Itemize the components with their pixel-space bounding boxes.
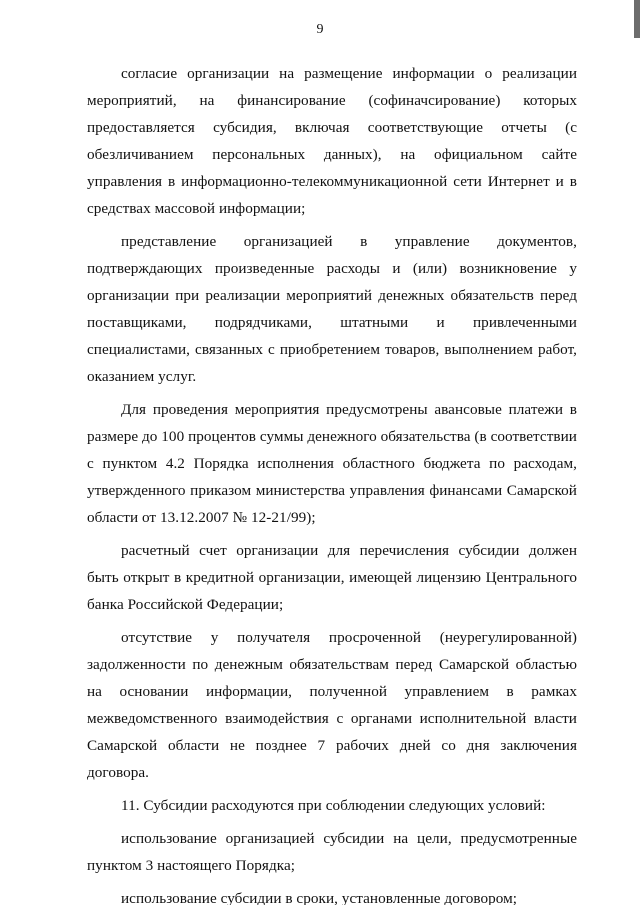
paragraph-bank-account: расчетный счет организации для перечисления субсидии должен быть открыт в кредитной организации, имеющей лицензию Центрального банка Российской Федерации; xyxy=(87,542,577,613)
paragraph-term-use: использование субсидии в сроки, установленные договором; xyxy=(121,890,518,905)
document-body xyxy=(87,60,577,905)
paragraph-expense-documents: представление организацией в управление документов, подтверждающих произведенные расходы и (или) возникновение у организации при реализации мероприятий денежных обязательств перед поставщиками, подрядчиками, штатными и привлеченными специалистами, связанных с приобретением товаров, выполнением работ, оказанием услуг. xyxy=(87,233,577,385)
paragraph-purpose-use: использование организацией субсидии на цели, предусмотренные пунктом 3 настоящего Порядка; xyxy=(87,830,577,874)
paragraph-consent-publication: согласие организации на размещение информации о реализации мероприятий, на финансирование (софиначсирование) которых предоставляется субсидия, включая соответствующие отчеты (с обезличиванием персональных данных), на официальном сайте управления в информационно-телекоммуникационной сети Интернет и в средствах массовой информации; xyxy=(87,65,577,217)
paragraph-no-debt: отсутствие у получателя просроченной (неурегулированной) задолженности по денежным обязательствам перед Самарской областью на основании информации, полученной управлением в рамках межведомственного взаимодействия с органами исполнительной власти Самарской области не позднее 7 рабочих дней со дня заключения договора. xyxy=(87,629,577,781)
paragraph-section-11: 11. Субсидии расходуются при соблюдении следующих условий: xyxy=(121,797,546,814)
paragraph-advance-payments: Для проведения мероприятия предусмотрены авансовые платежи в размере до 100 процентов суммы денежного обязательства (в соответствии с пунктом 4.2 Порядка исполнения областного бюджета по расходам, утвержденного приказом министерства управления финансами Самарской области от 13.12.2007 № 12-21/99); xyxy=(87,401,577,526)
page-number: 9 xyxy=(316,22,324,37)
